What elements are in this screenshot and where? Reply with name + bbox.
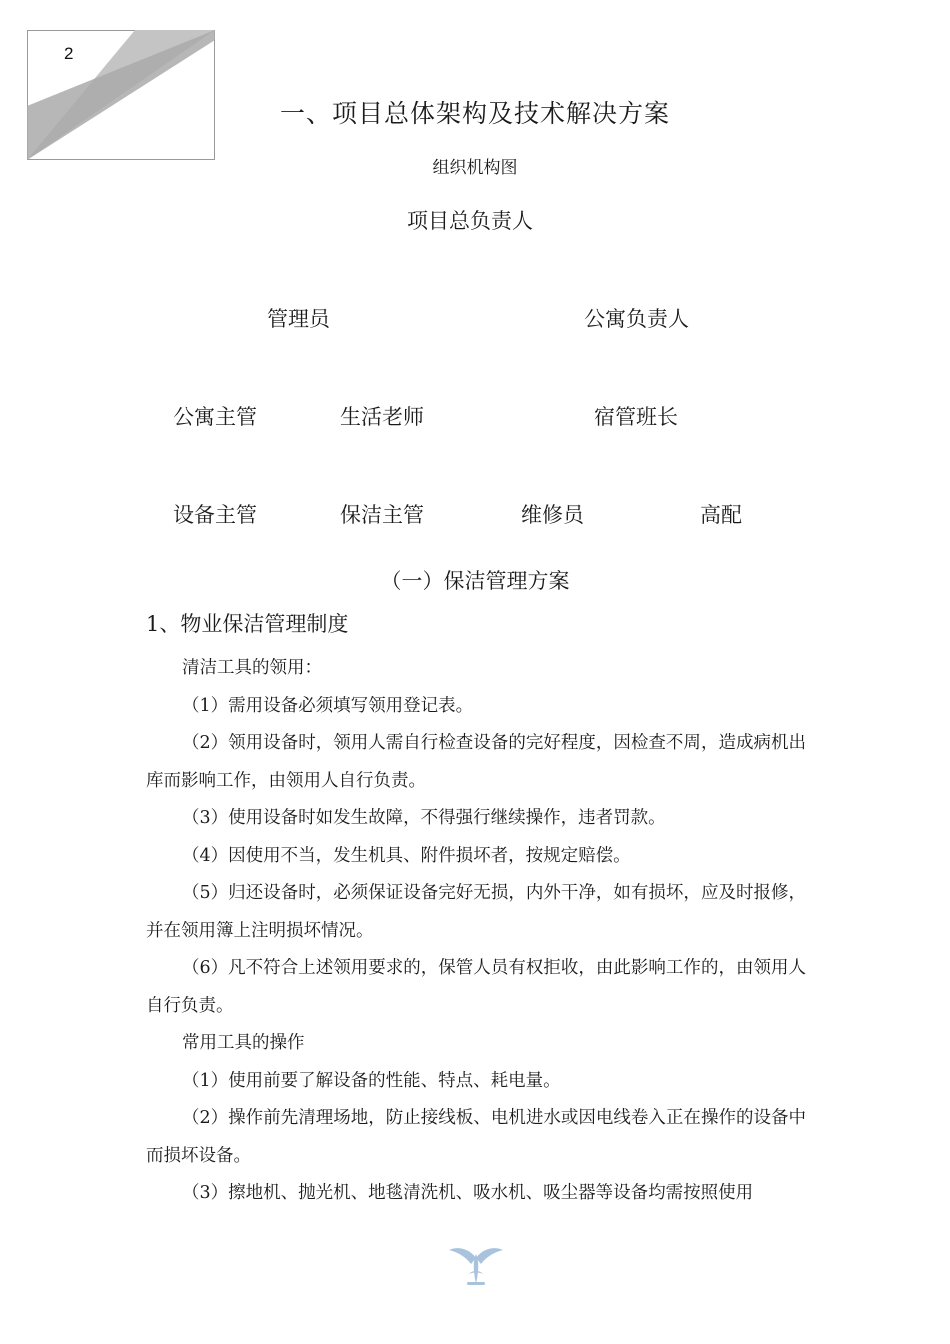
- section-heading: （一）保洁管理方案: [380, 569, 570, 593]
- org-node-equipment-supervisor: 设备主管: [173, 503, 257, 527]
- org-chart-caption: 组织机构图: [432, 158, 518, 178]
- footer-logo-icon: [447, 1244, 505, 1286]
- paragraph: （3）使用设备时如发生故障，不得强行继续操作，违者罚款。: [182, 808, 666, 828]
- paragraph: 清洁工具的领用：: [182, 658, 322, 678]
- subsection-heading: 1、物业保洁管理制度: [146, 612, 349, 636]
- org-node-apartment-head: 公寓负责人: [584, 307, 689, 331]
- org-node-administrator: 管理员: [267, 307, 330, 331]
- paragraph: 常用工具的操作: [182, 1033, 305, 1053]
- section-body: [146, 650, 806, 1213]
- org-node-repairman: 维修员: [521, 503, 584, 527]
- org-node-cleaning-supervisor: 保洁主管: [340, 503, 424, 527]
- org-node-dorm-monitor: 宿管班长: [594, 405, 678, 429]
- paragraph: （1）使用前要了解设备的性能、特点、耗电量。: [182, 1070, 561, 1091]
- page-number: 2: [64, 44, 74, 63]
- org-node-high-voltage: 高配: [700, 503, 742, 527]
- paragraph: （2）领用设备时，领用人需自行检查设备的完好程度，因检查不周，造成病机出库而影响工作，由领用人自行负责。: [146, 733, 806, 791]
- org-node-apartment-supervisor: 公寓主管: [173, 405, 257, 429]
- org-node-project-head: 项目总负责人: [407, 209, 533, 233]
- paragraph: （3）擦地机、抛光机、地毯清洗机、吸水机、吸尘器等设备均需按照使用: [182, 1183, 754, 1203]
- paragraph: （6）凡不符合上述领用要求的，保管人员有权拒收，由此影响工作的，由领用人自行负责。: [146, 958, 806, 1016]
- paragraph: （1）需用设备必须填写领用登记表。: [182, 695, 474, 716]
- page-title: 一、项目总体架构及技术解决方案: [279, 99, 670, 128]
- paragraph: （4）因使用不当，发生机具、附件损坏者，按规定赔偿。: [182, 845, 631, 866]
- org-node-life-teacher: 生活老师: [340, 405, 424, 429]
- paragraph: （2）操作前先清理场地，防止接线板、电机进水或因电线卷入正在操作的设备中而损坏设备。: [146, 1108, 806, 1166]
- paragraph: （5）归还设备时，必须保证设备完好无损，内外干净，如有损坏，应及时报修，并在领用簿上注明损坏情况。: [146, 883, 806, 941]
